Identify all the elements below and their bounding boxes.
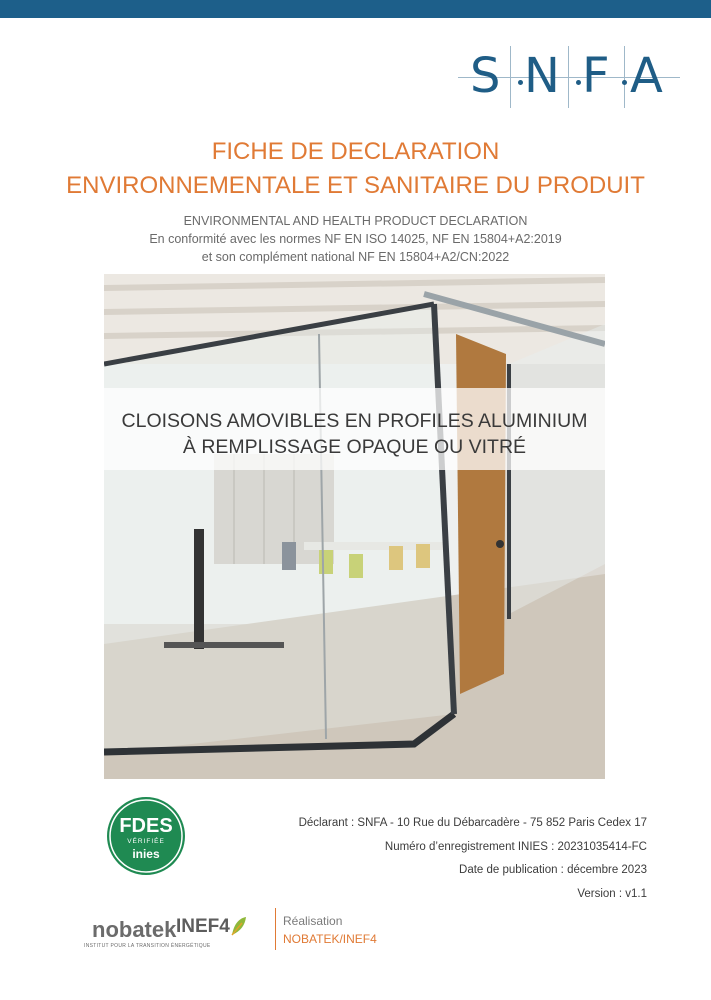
- realisation-label: Réalisation: [283, 914, 343, 928]
- leaf-icon: [230, 915, 248, 937]
- fdes-badge-verified: VÉRIFIÉE: [127, 838, 165, 845]
- top-bar: [0, 0, 711, 18]
- publication-date: Date de publication : décembre 2023: [459, 864, 647, 876]
- logo-letter-f: F: [582, 48, 610, 104]
- registration-number: Numéro d’enregistrement INIES : 20231035414-FC: [384, 841, 647, 853]
- office-partition-illustration: [104, 274, 605, 779]
- document-title-line2: ENVIRONNEMENTALE ET SANITAIRE DU PRODUIT: [66, 172, 645, 199]
- logo-rule: [568, 46, 569, 108]
- nobatek-tagline: INSTITUT POUR LA TRANSITION ÉNERGÉTIQUE: [84, 943, 211, 949]
- document-title-line1: FICHE DE DECLARATION: [211, 138, 500, 165]
- fdes-badge-icon: [106, 796, 186, 876]
- declarant-info: Déclarant : SNFA - 10 Rue du Débarcadère - 75 852 Paris Cedex 17: [298, 817, 647, 829]
- product-name-banner: [104, 388, 605, 470]
- subtitle-complement: et son complément national NF EN 15804+A2/CN:2022: [201, 250, 510, 264]
- logo-dot: [518, 80, 523, 85]
- fdes-badge-title: FDES: [119, 815, 173, 837]
- inef4-logo: INEF4: [176, 916, 230, 937]
- snfa-logo: [458, 46, 680, 112]
- logo-rule: [624, 46, 625, 108]
- footer-divider: [275, 908, 276, 950]
- logo-dot: [622, 80, 627, 85]
- logo-letter-a: A: [630, 48, 663, 104]
- product-photo: [104, 274, 605, 779]
- logo-dot: [576, 80, 581, 85]
- nobatek-logo-text: nobatek: [92, 917, 177, 942]
- logo-letter-s: S: [470, 48, 501, 104]
- fdes-verified-badge: [106, 796, 186, 876]
- logo-letter-n: N: [524, 48, 560, 104]
- subtitle-english: ENVIRONMENTAL AND HEALTH PRODUCT DECLARATION: [183, 214, 528, 228]
- subtitle-conformity: En conformité avec les normes NF EN ISO 14025, NF EN 15804+A2:2019: [149, 232, 562, 246]
- fdes-badge-brand: inies: [132, 847, 160, 861]
- version-info: Version : v1.1: [577, 888, 647, 900]
- product-name-line1: CLOISONS AMOVIBLES EN PROFILES ALUMINIUM: [121, 410, 588, 432]
- product-name-line2: À REMPLISSAGE OPAQUE OU VITRÉ: [182, 436, 527, 458]
- logo-rule: [510, 46, 511, 108]
- realisation-value: NOBATEK/INEF4: [283, 932, 377, 946]
